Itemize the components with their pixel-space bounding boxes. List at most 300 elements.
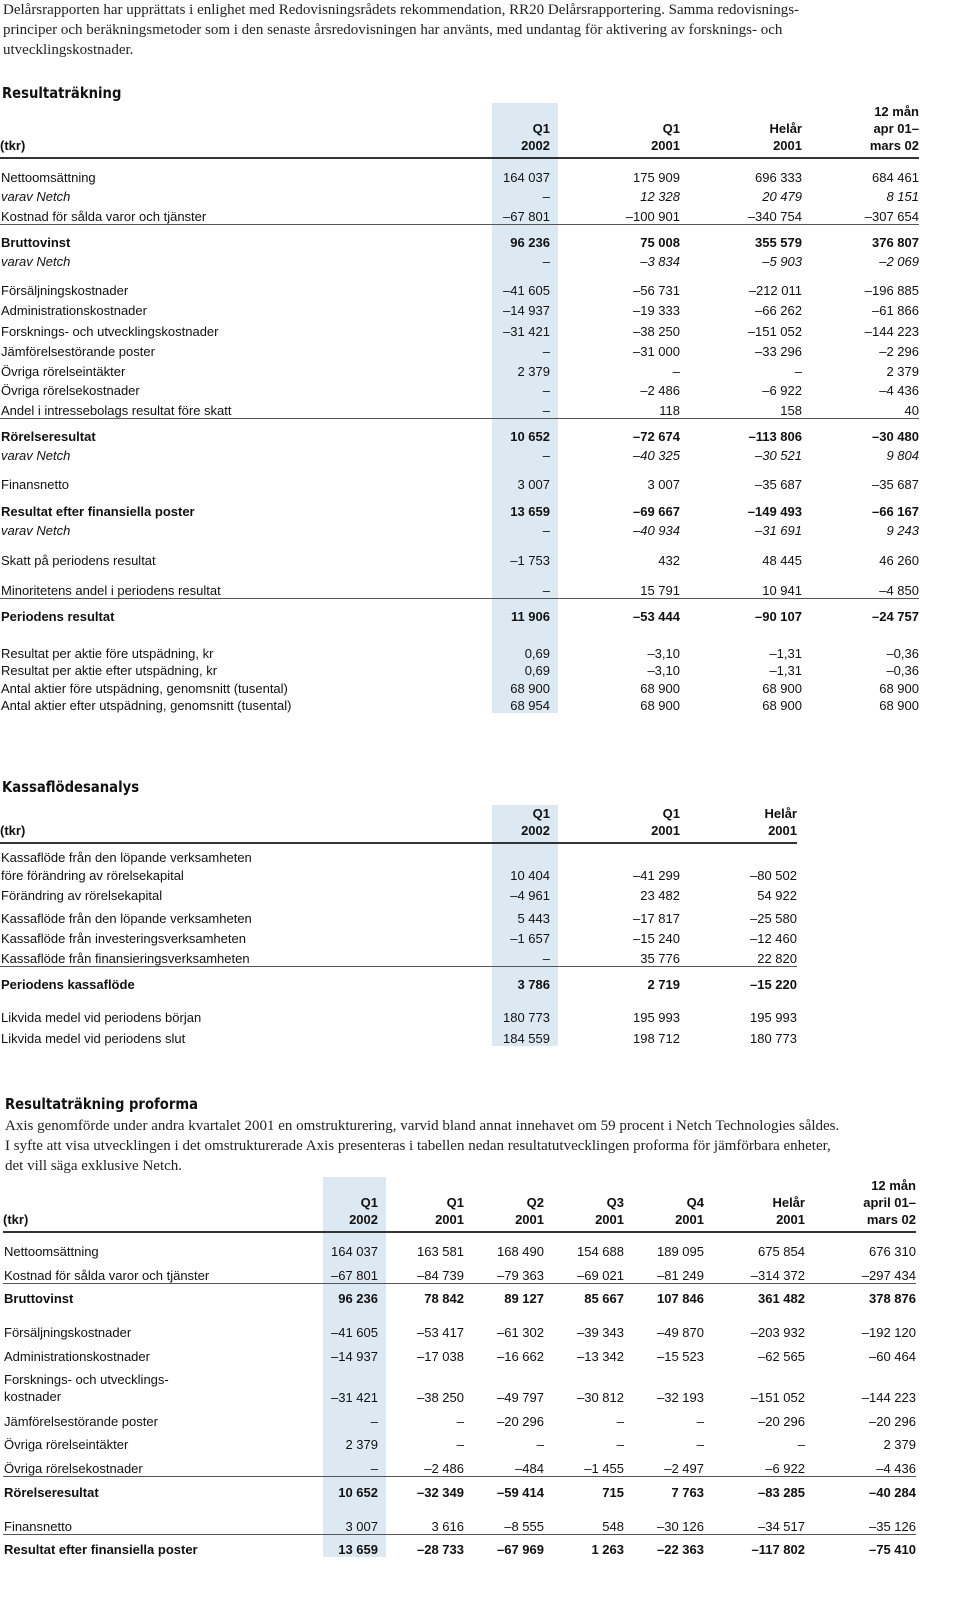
cell-value: 548 bbox=[602, 1518, 624, 1534]
cell-value: –15 240 bbox=[633, 931, 680, 946]
cell-value: – bbox=[492, 339, 558, 359]
cell-value: –1 657 bbox=[492, 926, 558, 946]
unit-label: (tkr) bbox=[0, 103, 492, 158]
cell-value: 22 820 bbox=[757, 950, 797, 966]
row-label: Minoritetens andel i periodens resultat bbox=[1, 582, 221, 598]
intro-line: principer och beräkningsmetoder som i den senaste årsredovisningen har använts, med undantag för aktivering av forsknings- och bbox=[3, 22, 783, 38]
table-row bbox=[3, 1340, 916, 1364]
table-row bbox=[3, 1306, 916, 1340]
cell-value: –8 555 bbox=[504, 1518, 544, 1534]
cell-value: –14 937 bbox=[492, 298, 558, 318]
income-statement-table bbox=[0, 103, 919, 713]
cell-value: –38 250 bbox=[417, 1390, 464, 1405]
income-statement-title: Resultaträkning bbox=[2, 84, 122, 102]
table-row bbox=[0, 398, 919, 418]
table-row bbox=[0, 463, 919, 492]
cell-value: – bbox=[536, 1437, 544, 1452]
column-header: Q2 2001 bbox=[464, 1177, 544, 1232]
cell-value: –30 521 bbox=[755, 448, 802, 463]
cell-value: –79 363 bbox=[497, 1267, 544, 1283]
cell-value: –75 410 bbox=[805, 1534, 916, 1557]
cell-value: –20 296 bbox=[497, 1414, 544, 1429]
cell-value: –144 223 bbox=[864, 324, 919, 339]
cell-value: 68 900 bbox=[762, 698, 802, 713]
table-row bbox=[0, 903, 797, 926]
table-row bbox=[0, 843, 797, 865]
cell-value: –56 731 bbox=[633, 283, 680, 298]
row-label: Jämförelsestörande poster bbox=[1, 344, 155, 359]
row-label: Forsknings- och utvecklingskostnader bbox=[1, 324, 219, 339]
cell-value: 378 876 bbox=[805, 1283, 916, 1306]
table-row bbox=[0, 418, 919, 444]
cell-value: –12 460 bbox=[750, 931, 797, 946]
cell-value: – bbox=[492, 444, 558, 463]
cell-value: 164 037 bbox=[492, 158, 558, 185]
cell-value: 0,69 bbox=[492, 624, 558, 661]
row-label: Övriga rörelseintäkter bbox=[1, 364, 126, 379]
row-label: Nettoomsättning bbox=[1, 170, 96, 185]
cell-value: 2 379 bbox=[883, 1437, 916, 1452]
cell-value: 20 479 bbox=[762, 189, 802, 204]
cell-value: 195 993 bbox=[633, 1010, 680, 1025]
row-label: Resultat per aktie efter utspädning, kr bbox=[1, 663, 218, 678]
row-label: Resultat per aktie före utspädning, kr bbox=[1, 646, 214, 661]
cell-value: 3 007 bbox=[323, 1500, 386, 1534]
cell-value: – bbox=[672, 364, 680, 379]
column-header: Q1 2002 bbox=[323, 1177, 386, 1232]
cell-value: 2 719 bbox=[558, 966, 680, 992]
table-row bbox=[0, 598, 919, 624]
cell-value: –2 069 bbox=[879, 254, 919, 269]
cell-value: –2 486 bbox=[424, 1460, 464, 1476]
row-label: Bruttovinst bbox=[0, 224, 492, 250]
cell-value: 96 236 bbox=[323, 1283, 386, 1306]
cell-value: –297 434 bbox=[861, 1267, 916, 1283]
cell-value: –90 107 bbox=[680, 598, 802, 624]
cell-value: –3,10 bbox=[647, 646, 680, 661]
cell-value: 184 559 bbox=[492, 1025, 558, 1046]
table-row bbox=[3, 1476, 916, 1500]
cell-value: 684 461 bbox=[872, 170, 919, 185]
cell-value: 85 667 bbox=[544, 1283, 624, 1306]
table-row bbox=[0, 865, 797, 883]
cell-value: 11 906 bbox=[492, 598, 558, 624]
cell-value: –66 262 bbox=[755, 303, 802, 318]
cell-value: –15 220 bbox=[680, 966, 797, 992]
cell-value: –6 922 bbox=[762, 383, 802, 398]
table-row bbox=[0, 1025, 797, 1046]
row-label: Skatt på periodens resultat bbox=[1, 553, 156, 568]
table-row bbox=[0, 538, 919, 568]
table-row bbox=[0, 568, 919, 598]
cell-value: 2 379 bbox=[492, 359, 558, 379]
cell-value: 48 445 bbox=[762, 553, 802, 568]
cell-value: –4 961 bbox=[492, 883, 558, 903]
cell-value: –3,10 bbox=[647, 663, 680, 678]
cell-value: –1,31 bbox=[769, 663, 802, 678]
table-row bbox=[0, 250, 919, 269]
cell-value: 68 900 bbox=[640, 698, 680, 713]
cell-value: 163 581 bbox=[417, 1244, 464, 1259]
row-label: Rörelseresultat bbox=[0, 418, 492, 444]
table-header-row bbox=[0, 805, 797, 843]
row-label: Resultat efter finansiella poster bbox=[3, 1534, 323, 1557]
cell-value: –41 299 bbox=[633, 868, 680, 883]
cell-value: 355 579 bbox=[680, 224, 802, 250]
cell-value: –5 903 bbox=[762, 254, 802, 269]
cell-value: –32 193 bbox=[657, 1390, 704, 1405]
cell-value: –0,36 bbox=[886, 663, 919, 678]
column-header: Q1 2002 bbox=[492, 103, 558, 158]
proforma-intro-paragraph bbox=[5, 1116, 955, 1176]
cell-value bbox=[558, 843, 680, 865]
cell-value: –0,36 bbox=[886, 646, 919, 661]
cell-value: –31 421 bbox=[323, 1364, 386, 1405]
cell-value: –62 565 bbox=[758, 1349, 805, 1364]
cell-value: –113 806 bbox=[680, 418, 802, 444]
row-label: Kostnad för sålda varor och tjänster bbox=[4, 1267, 210, 1283]
cell-value: 675 854 bbox=[758, 1244, 805, 1259]
cell-value: 35 776 bbox=[640, 950, 680, 966]
cell-value: –17 817 bbox=[633, 911, 680, 926]
cell-value: –3 834 bbox=[640, 254, 680, 269]
unit-label: (tkr) bbox=[3, 1177, 323, 1232]
cell-value: –69 021 bbox=[577, 1267, 624, 1283]
cell-value: –69 667 bbox=[633, 504, 680, 519]
table-row bbox=[3, 1429, 916, 1452]
cell-value: –28 733 bbox=[386, 1534, 464, 1557]
cell-value: – bbox=[492, 379, 558, 398]
column-header: Helår 2001 bbox=[680, 103, 802, 158]
cell-value: 376 807 bbox=[802, 224, 919, 250]
column-header: 12 mån apr 01– mars 02 bbox=[802, 103, 919, 158]
table-row bbox=[3, 1283, 916, 1306]
cell-value: 68 900 bbox=[492, 678, 558, 696]
row-label: varav Netch bbox=[1, 523, 71, 538]
cell-value: –307 654 bbox=[864, 208, 919, 224]
cell-value: –151 052 bbox=[750, 1390, 805, 1405]
cell-value: –4 436 bbox=[879, 383, 919, 398]
table-row bbox=[0, 966, 797, 992]
cell-value: –14 937 bbox=[323, 1340, 386, 1364]
cell-value: –72 674 bbox=[558, 418, 680, 444]
cell-value: –15 523 bbox=[657, 1349, 704, 1364]
cell-value: – bbox=[696, 1437, 704, 1452]
cell-value: –39 343 bbox=[577, 1325, 624, 1340]
row-label: Nettoomsättning bbox=[4, 1244, 99, 1259]
row-label: Antal aktier efter utspädning, genomsnitt (tusental) bbox=[1, 698, 292, 713]
cell-value: 89 127 bbox=[464, 1283, 544, 1306]
table-row bbox=[0, 678, 919, 696]
row-label: Resultat efter finansiella poster bbox=[1, 504, 195, 519]
cell-value: 107 846 bbox=[624, 1283, 704, 1306]
row-label: varav Netch bbox=[1, 254, 71, 269]
row-label: Finansnetto bbox=[1, 477, 69, 492]
cell-value: 189 095 bbox=[657, 1244, 704, 1259]
cell-value: –17 038 bbox=[417, 1349, 464, 1364]
row-label: Periodens resultat bbox=[0, 598, 492, 624]
cell-value: –83 285 bbox=[704, 1476, 805, 1500]
row-label: Kassaflöde från investeringsverksamheten bbox=[1, 931, 246, 946]
table-row bbox=[0, 492, 919, 519]
cell-value: – bbox=[616, 1414, 624, 1429]
row-label: Kassaflöde från finansieringsverksamheten bbox=[1, 950, 250, 966]
cell-value: –35 687 bbox=[755, 477, 802, 492]
table-row bbox=[3, 1364, 916, 1405]
cell-value: –49 797 bbox=[497, 1390, 544, 1405]
row-label: Kassaflöde från den löpande verksamheten bbox=[1, 911, 252, 926]
cell-value: 68 900 bbox=[879, 681, 919, 696]
table-row bbox=[0, 926, 797, 946]
cell-value: 0,69 bbox=[492, 661, 558, 678]
cell-value bbox=[492, 843, 558, 865]
cell-value: –67 801 bbox=[323, 1259, 386, 1283]
cell-value: 78 842 bbox=[386, 1283, 464, 1306]
row-label: varav Netch bbox=[1, 189, 71, 204]
cell-value: – bbox=[456, 1414, 464, 1429]
cell-value: 54 922 bbox=[757, 888, 797, 903]
row-label: Likvida medel vid periodens slut bbox=[1, 1031, 186, 1046]
cell-value: –212 011 bbox=[748, 283, 802, 298]
cell-value: – bbox=[323, 1405, 386, 1429]
cell-value: 10 652 bbox=[323, 1476, 386, 1500]
cell-value: 3 616 bbox=[431, 1518, 464, 1534]
cell-value: – bbox=[696, 1414, 704, 1429]
cell-value: –2 296 bbox=[879, 344, 919, 359]
table-row bbox=[0, 298, 919, 318]
cell-value: –40 325 bbox=[633, 448, 680, 463]
row-label: före förändring av rörelsekapital bbox=[1, 868, 184, 883]
cell-value: 158 bbox=[780, 402, 802, 418]
cash-flow-title: Kassaflödesanalys bbox=[2, 778, 140, 796]
cell-value: –25 580 bbox=[750, 911, 797, 926]
table-row bbox=[0, 204, 919, 224]
row-label: Förändring av rörelsekapital bbox=[1, 888, 163, 903]
row-label: Övriga rörelsekostnader bbox=[1, 383, 140, 398]
cell-value: 696 333 bbox=[755, 170, 802, 185]
cell-value: –66 167 bbox=[872, 504, 919, 519]
cell-value: –2 497 bbox=[664, 1460, 704, 1476]
cell-value: 15 791 bbox=[640, 582, 680, 598]
table-row bbox=[0, 883, 797, 903]
cell-value: 7 763 bbox=[624, 1476, 704, 1500]
cell-value: – bbox=[323, 1452, 386, 1476]
unit-label: (tkr) bbox=[0, 805, 492, 843]
cell-value: 68 900 bbox=[762, 681, 802, 696]
row-label: Administrationskostnader bbox=[4, 1349, 150, 1364]
cell-value: 96 236 bbox=[492, 224, 558, 250]
cell-value: –61 866 bbox=[872, 303, 919, 318]
cell-value: –20 296 bbox=[758, 1414, 805, 1429]
cell-value: –192 120 bbox=[861, 1325, 916, 1340]
cell-value: 10 941 bbox=[762, 582, 802, 598]
cell-value: – bbox=[616, 1437, 624, 1452]
table-row bbox=[0, 224, 919, 250]
cell-value: –35 687 bbox=[872, 477, 919, 492]
cell-value: 12 328 bbox=[640, 189, 680, 204]
row-label: Finansnetto bbox=[4, 1518, 72, 1534]
cell-value: 23 482 bbox=[640, 888, 680, 903]
intro-line: I syfte att visa utvecklingen i det omstrukturerade Axis presenteras i tabellen nedan resultatutvecklingen proforma för jämförbara enheter, bbox=[5, 1138, 831, 1154]
cell-value: – bbox=[492, 250, 558, 269]
cell-value: – bbox=[492, 946, 558, 966]
cell-value: 75 008 bbox=[558, 224, 680, 250]
cell-value: 154 688 bbox=[577, 1244, 624, 1259]
table-body bbox=[0, 158, 919, 713]
cell-value: –31 691 bbox=[755, 523, 802, 538]
row-label: Övriga rörelsekostnader bbox=[4, 1460, 143, 1476]
cell-value: –2 486 bbox=[640, 383, 680, 398]
row-label: Likvida medel vid periodens början bbox=[1, 1010, 202, 1025]
cell-value: 68 900 bbox=[879, 698, 919, 713]
cell-value: –24 757 bbox=[802, 598, 919, 624]
row-label: Jämförelsestörande poster bbox=[4, 1414, 158, 1429]
table-row bbox=[0, 339, 919, 359]
cell-value: 68 954 bbox=[492, 696, 558, 713]
cell-value: 13 659 bbox=[323, 1534, 386, 1557]
cell-value: –60 464 bbox=[869, 1349, 916, 1364]
cell-value: –149 493 bbox=[747, 504, 802, 519]
cell-value: –59 414 bbox=[464, 1476, 544, 1500]
cell-value: 9 243 bbox=[886, 523, 919, 538]
table-body bbox=[3, 1232, 916, 1557]
cell-value: 3 786 bbox=[492, 966, 558, 992]
cell-value: –1 753 bbox=[492, 538, 558, 568]
intro-line: det vill säga exklusive Netch. bbox=[5, 1158, 183, 1174]
table-row bbox=[0, 185, 919, 204]
table-header-row bbox=[0, 103, 919, 158]
cell-value: 3 007 bbox=[647, 477, 680, 492]
cell-value: 180 773 bbox=[750, 1031, 797, 1046]
table-body bbox=[0, 843, 797, 1046]
table-row bbox=[0, 624, 919, 661]
column-header: Q3 2001 bbox=[544, 1177, 624, 1232]
intro-paragraph bbox=[3, 0, 953, 60]
cell-value: 8 151 bbox=[886, 189, 919, 204]
cell-value: –4 436 bbox=[876, 1460, 916, 1476]
cell-value: 715 bbox=[544, 1476, 624, 1500]
cell-value: 175 909 bbox=[633, 170, 680, 185]
column-header: Q1 2002 bbox=[492, 805, 558, 843]
table-row bbox=[0, 158, 919, 185]
cell-value: – bbox=[492, 568, 558, 598]
column-header: 12 mån april 01– mars 02 bbox=[805, 1177, 916, 1232]
table-row bbox=[3, 1500, 916, 1534]
cell-value: 10 652 bbox=[492, 418, 558, 444]
cell-value: –484 bbox=[515, 1460, 544, 1476]
row-label: Forsknings- och utvecklings- kostnader bbox=[4, 1372, 169, 1404]
cell-value bbox=[680, 843, 797, 865]
column-header: Q4 2001 bbox=[624, 1177, 704, 1232]
cell-value: – bbox=[492, 519, 558, 538]
row-label: Försäljningskostnader bbox=[4, 1325, 132, 1340]
cell-value: –80 502 bbox=[750, 868, 797, 883]
column-header: Helår 2001 bbox=[680, 805, 797, 843]
cell-value: 164 037 bbox=[323, 1232, 386, 1259]
cell-value: –6 922 bbox=[765, 1460, 805, 1476]
table-row bbox=[3, 1452, 916, 1476]
cell-value: –22 363 bbox=[624, 1534, 704, 1557]
column-header: Helår 2001 bbox=[704, 1177, 805, 1232]
proforma-table bbox=[3, 1177, 916, 1557]
cell-value: –53 444 bbox=[558, 598, 680, 624]
cell-value: –49 870 bbox=[657, 1325, 704, 1340]
cell-value: 432 bbox=[658, 553, 680, 568]
cell-value: –144 223 bbox=[861, 1390, 916, 1405]
cell-value: –117 802 bbox=[704, 1534, 805, 1557]
table-row bbox=[0, 444, 919, 463]
cell-value: 2 379 bbox=[886, 364, 919, 379]
cell-value: –1 455 bbox=[584, 1460, 624, 1476]
cell-value: –31 000 bbox=[633, 344, 680, 359]
cell-value: –81 249 bbox=[657, 1267, 704, 1283]
cell-value: 10 404 bbox=[492, 865, 558, 883]
cell-value: –67 969 bbox=[464, 1534, 544, 1557]
intro-line: Axis genomförde under andra kvartalet 2001 en omstrukturering, varvid bland annat innehavet om 59 procent i Netch Technologies såldes. bbox=[5, 1118, 840, 1134]
row-label: Periodens kassaflöde bbox=[0, 966, 492, 992]
cell-value: –31 421 bbox=[492, 318, 558, 339]
cell-value: 13 659 bbox=[492, 492, 558, 519]
cell-value: 2 379 bbox=[323, 1429, 386, 1452]
cell-value: 676 310 bbox=[869, 1244, 916, 1259]
table-row bbox=[0, 946, 797, 966]
cell-value: –40 284 bbox=[805, 1476, 916, 1500]
proforma-title: Resultaträkning proforma bbox=[5, 1095, 198, 1113]
table-row bbox=[0, 992, 797, 1025]
intro-line: Delårsrapporten har upprättats i enlighet med Redovisningsrådets rekommendation, RR20 Delårsrapportering. Samma redovisnings- bbox=[3, 2, 800, 18]
table-row bbox=[3, 1232, 916, 1259]
intro-line: utvecklingskostnader. bbox=[3, 42, 134, 58]
cell-value: 1 263 bbox=[544, 1534, 624, 1557]
table-row bbox=[0, 359, 919, 379]
row-label: Kostnad för sålda varor och tjänster bbox=[1, 208, 207, 224]
row-label: Administrationskostnader bbox=[1, 303, 147, 318]
cell-value: 168 490 bbox=[497, 1244, 544, 1259]
cell-value: 118 bbox=[659, 402, 680, 418]
row-label: Försäljningskostnader bbox=[1, 283, 129, 298]
cell-value: – bbox=[492, 398, 558, 418]
cell-value: 198 712 bbox=[633, 1031, 680, 1046]
cell-value: 5 443 bbox=[492, 903, 558, 926]
cell-value: –33 296 bbox=[755, 344, 802, 359]
cell-value: –67 801 bbox=[492, 204, 558, 224]
table-row bbox=[0, 519, 919, 538]
cell-value: –30 126 bbox=[657, 1518, 704, 1534]
column-header: Q1 2001 bbox=[386, 1177, 464, 1232]
cell-value: – bbox=[456, 1437, 464, 1452]
table-row bbox=[0, 379, 919, 398]
cell-value: 195 993 bbox=[750, 1010, 797, 1025]
cell-value: – bbox=[797, 1437, 805, 1452]
table-row bbox=[3, 1405, 916, 1429]
cell-value: 40 bbox=[904, 402, 919, 418]
cell-value: –196 885 bbox=[864, 283, 919, 298]
cell-value: 180 773 bbox=[492, 992, 558, 1025]
cell-value: –13 342 bbox=[577, 1349, 624, 1364]
cell-value: –32 349 bbox=[386, 1476, 464, 1500]
cell-value: –314 372 bbox=[750, 1267, 805, 1283]
column-header: Q1 2001 bbox=[558, 805, 680, 843]
cell-value: –100 901 bbox=[625, 208, 680, 224]
cell-value: –151 052 bbox=[747, 324, 802, 339]
cell-value: 68 900 bbox=[640, 681, 680, 696]
cell-value: –30 812 bbox=[577, 1390, 624, 1405]
cell-value: –84 739 bbox=[417, 1267, 464, 1283]
row-label: Kassaflöde från den löpande verksamheten bbox=[1, 850, 252, 865]
cell-value: –53 417 bbox=[417, 1325, 464, 1340]
table-header-row bbox=[3, 1177, 916, 1232]
cell-value: –41 605 bbox=[492, 269, 558, 298]
